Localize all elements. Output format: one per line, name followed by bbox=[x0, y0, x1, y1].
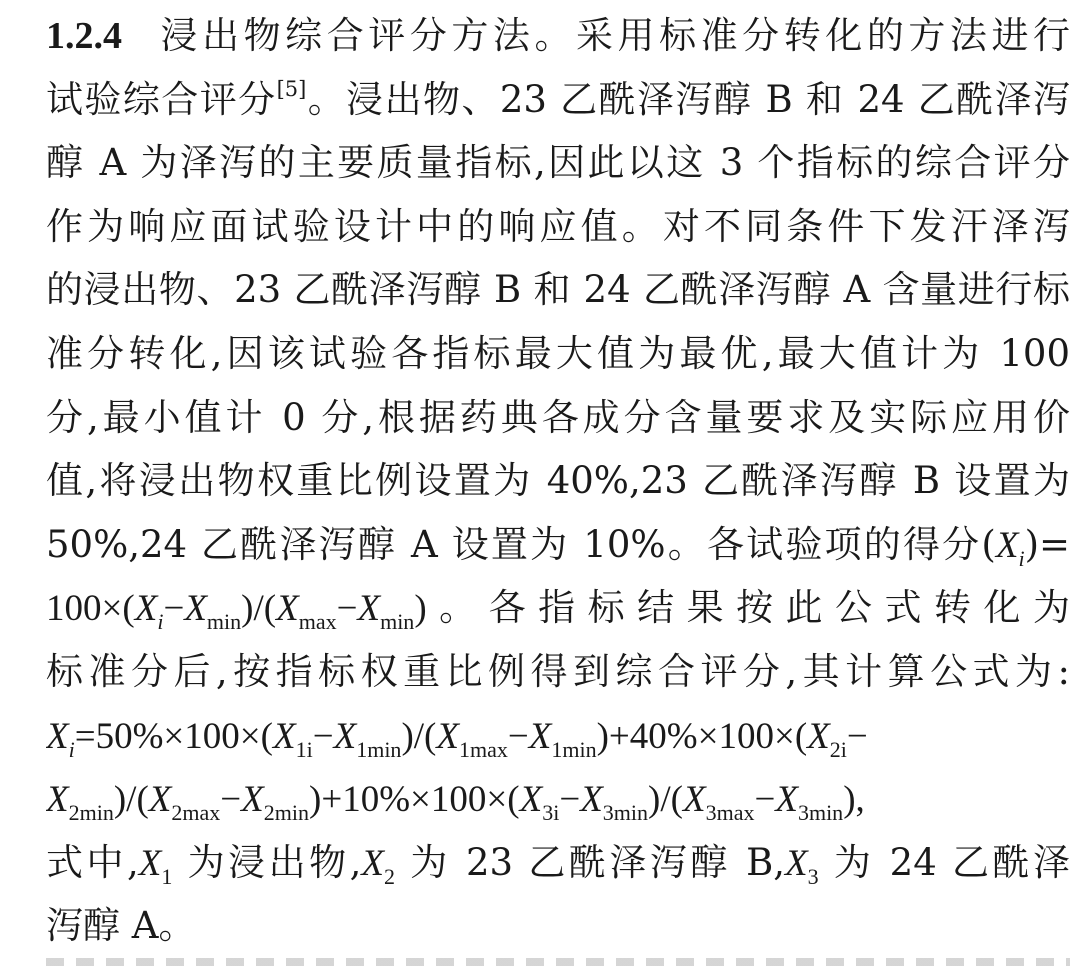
citation-reference[interactable]: [5] bbox=[276, 76, 307, 101]
paragraph-line-1 bbox=[46, 4, 1070, 68]
line-text: 试验综合评分 bbox=[46, 77, 277, 121]
paragraph-line-3 bbox=[46, 131, 1070, 195]
paper-paragraph bbox=[46, 4, 1070, 958]
formula-standard-score: $100\times(X_i-X_{min})/(X_{max}-X_{min})$。各指标结果按此公式转化为 bbox=[46, 586, 1070, 635]
variable-x: X bbox=[995, 524, 1019, 566]
paragraph-line-2 bbox=[46, 68, 1070, 132]
line-text: 50%,24 乙酰泽泻醇 A 设置为 10%。各试验项的得分( bbox=[46, 522, 996, 566]
subscript: i bbox=[1018, 545, 1025, 571]
paragraph-line-6 bbox=[46, 322, 1070, 386]
line-text: 作为响应面试验设计中的响应值。对不同条件下发汗泽泻 bbox=[46, 204, 1070, 248]
paragraph-line-15: 泻醇 A。 bbox=[46, 904, 196, 948]
line-text: 标准分后,按指标权重比例得到综合评分,其计算公式为: bbox=[46, 649, 1070, 693]
paragraph-line-7 bbox=[46, 386, 1070, 450]
line-text: 分,最小值计 0 分,根据药典各成分含量要求及实际应用价 bbox=[46, 395, 1070, 439]
line-text: )= bbox=[1024, 522, 1070, 566]
paragraph-line-14: 式中$,X_1$ 为浸出物$,X_2$ 为 23 乙酰泽泻醇 $B,X_3$ 为 24 乙酰泽 bbox=[46, 840, 1070, 889]
formula-composite-line-1: $X_i=50\%\times 100\times(X_{1i}-X_{1min})/(X_{1max}-X_{1min})+40\%\times 100\times(X_{2i}-$ bbox=[46, 715, 868, 762]
line-text: 值,将浸出物权重比例设置为 40%,23 乙酰泽泻醇 B 设置为 bbox=[46, 459, 1070, 503]
line-text: 浸出物综合评分方法。采用标准分转化的方法进行 bbox=[156, 14, 1070, 57]
section-number: 1.2.4 bbox=[46, 15, 122, 57]
line-text: 醇 A 为泽泻的主要质量指标,因此以这 3 个指标的综合评分 bbox=[46, 141, 1070, 185]
paragraph-line-11 bbox=[46, 640, 1070, 704]
line-text: 。浸出物、23 乙酰泽泻醇 B 和 24 乙酰泽泻 bbox=[306, 77, 1070, 121]
formula-composite-line-2: $X_{2min})/(X_{2max}-X_{2min})+10\%\times 100\times(X_{3i}-X_{3min})/(X_{3max}-X_{3min})$, bbox=[46, 779, 865, 826]
paragraph-line-9 bbox=[46, 513, 1070, 577]
paragraph-line-5 bbox=[46, 258, 1070, 322]
paragraph-line-8 bbox=[46, 449, 1070, 513]
line-text: 准分转化,因该试验各指标最大值为最优,最大值计为 100 bbox=[46, 331, 1070, 375]
line-text: 。各指标结果按此公式转化为 bbox=[426, 586, 1070, 630]
line-text: 的浸出物、23 乙酰泽泻醇 B 和 24 乙酰泽泻醇 A 含量进行标 bbox=[46, 268, 1070, 312]
cropped-next-line bbox=[46, 958, 1070, 966]
paragraph-line-4 bbox=[46, 195, 1070, 259]
